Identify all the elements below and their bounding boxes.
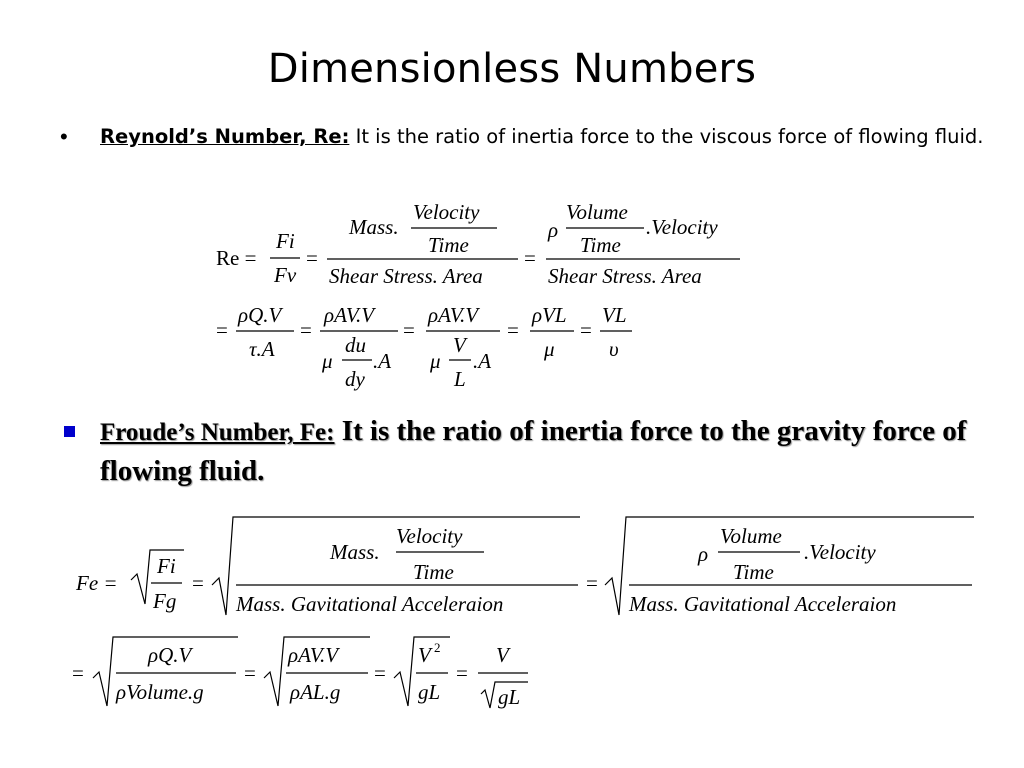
fe-fi: Fi bbox=[157, 554, 176, 578]
svg-text:=: = bbox=[507, 318, 519, 342]
reynolds-equation-line-1 bbox=[216, 200, 740, 288]
re-dot-a: .A bbox=[373, 349, 392, 373]
svg-text:=: = bbox=[72, 661, 84, 685]
fe-velocity: Velocity bbox=[396, 524, 463, 548]
re-dot-a-2: .A bbox=[473, 349, 492, 373]
re-fv: Fv bbox=[274, 263, 297, 287]
froude-equation-line-2 bbox=[72, 637, 528, 709]
svg-text:=: = bbox=[216, 318, 228, 342]
fe-fg: Fg bbox=[153, 589, 177, 613]
svg-text:=: = bbox=[192, 571, 204, 595]
re-shear: Shear Stress. Area bbox=[329, 264, 483, 288]
fe-v-2: V bbox=[496, 643, 509, 667]
reynolds-description: It is the ratio of inertia force to the viscous force of flowing fluid. bbox=[349, 125, 984, 148]
re-velocity: Velocity bbox=[413, 200, 480, 224]
froude-equation-line-1 bbox=[75, 517, 974, 616]
fe-v: V bbox=[418, 643, 431, 667]
svg-text:=: = bbox=[456, 661, 468, 685]
re-lhs: Re = bbox=[216, 246, 257, 270]
fe-mass: Mass. bbox=[330, 540, 380, 564]
re-shear-2: Shear Stress. Area bbox=[548, 264, 702, 288]
svg-text:=: = bbox=[300, 318, 312, 342]
svg-text:=: = bbox=[306, 246, 318, 270]
re-mu-2: μ bbox=[430, 349, 441, 373]
reynolds-term: Reynold’s Number, Re: bbox=[100, 125, 350, 148]
fe-rho-volume-g: ρVolume.g bbox=[116, 680, 204, 704]
fe-rho: ρ bbox=[698, 542, 709, 566]
re-time-2: Time bbox=[580, 233, 621, 257]
fe-rho-al-g: ρAL.g bbox=[290, 680, 341, 704]
svg-text:=: = bbox=[524, 246, 536, 270]
re-mu-3: μ bbox=[544, 337, 555, 361]
svg-text:=: = bbox=[580, 318, 592, 342]
fe-gl-2: gL bbox=[498, 685, 521, 709]
re-dot-velocity: .Velocity bbox=[646, 215, 718, 239]
re-nu: υ bbox=[609, 337, 619, 361]
svg-text:=: = bbox=[244, 661, 256, 685]
re-vl: VL bbox=[602, 303, 627, 327]
svg-text:=: = bbox=[403, 318, 415, 342]
re-mass: Mass. bbox=[349, 215, 399, 239]
re-rho-av-v-2: ρAV.V bbox=[428, 303, 479, 327]
slide-title: Dimensionless Numbers bbox=[267, 46, 757, 92]
re-rho-vl: ρVL bbox=[532, 303, 567, 327]
svg-text:=: = bbox=[586, 571, 598, 595]
re-du: du bbox=[345, 333, 366, 357]
re-fi: Fi bbox=[276, 229, 295, 253]
fe-dot-velocity: .Velocity bbox=[804, 540, 876, 564]
re-mu: μ bbox=[322, 349, 333, 373]
re-tau-a: τ.A bbox=[249, 337, 275, 361]
re-rho: ρ bbox=[548, 218, 559, 242]
froude-term: Froude’s Number, Fe: bbox=[100, 419, 335, 446]
froude-description: It is the ratio of inertia force to the gravity force of flowing fluid. bbox=[100, 415, 967, 487]
svg-text:=: = bbox=[374, 661, 386, 685]
fe-denom-2: Mass. Gavitational Acceleraion bbox=[629, 592, 897, 616]
re-qv: ρQ.V bbox=[238, 303, 282, 327]
fe-qv: ρQ.V bbox=[148, 643, 192, 667]
fe-time: Time bbox=[413, 560, 454, 584]
re-L: L bbox=[454, 367, 466, 391]
fe-time-2: Time bbox=[733, 560, 774, 584]
re-time: Time bbox=[428, 233, 469, 257]
fe-volume: Volume bbox=[720, 524, 782, 548]
fe-exponent: 2 bbox=[434, 640, 441, 655]
fe-rho-av-v: ρAV.V bbox=[288, 643, 339, 667]
re-volume: Volume bbox=[566, 200, 628, 224]
fe-gl: gL bbox=[418, 680, 441, 704]
fe-denom: Mass. Gavitational Acceleraion bbox=[236, 592, 504, 616]
bullet-dot-icon: • bbox=[60, 124, 68, 149]
re-v: V bbox=[453, 333, 466, 357]
fe-lhs: Fe = bbox=[76, 571, 118, 595]
reynolds-equation-line-2 bbox=[216, 303, 632, 391]
re-dy: dy bbox=[345, 367, 365, 391]
re-rho-av-v: ρAV.V bbox=[324, 303, 375, 327]
